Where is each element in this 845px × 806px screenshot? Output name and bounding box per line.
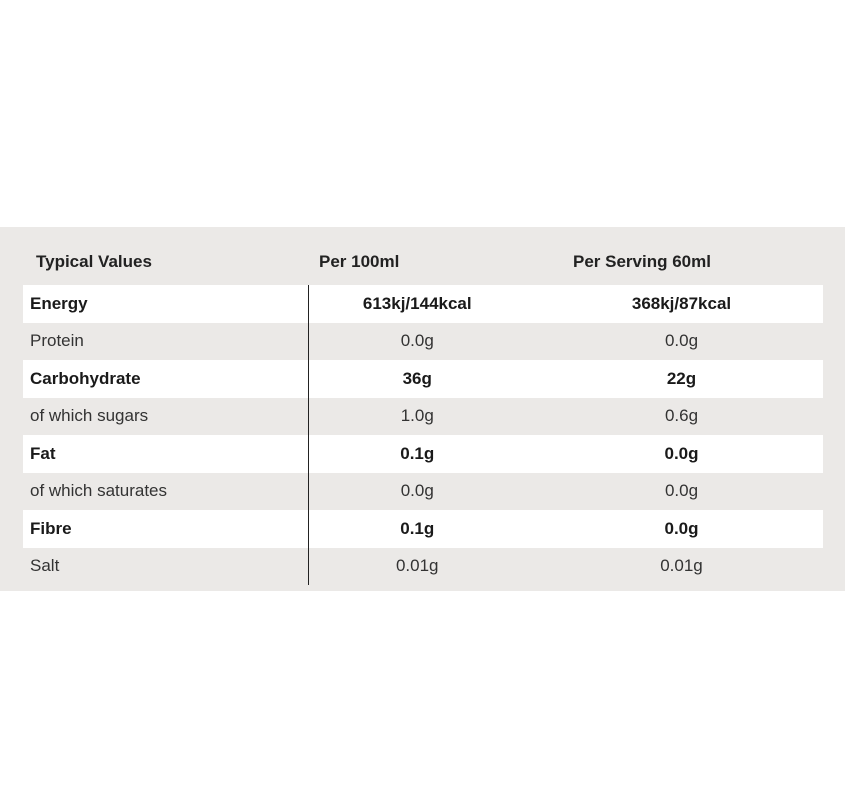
table-row-carbohydrate <box>23 360 823 398</box>
row-value-per-serving: 0.0g <box>536 510 823 548</box>
row-label: Fibre <box>23 510 308 548</box>
row-value-per-100ml: 1.0g <box>308 398 536 436</box>
table-row-sugars <box>23 398 823 436</box>
table-header-row <box>23 239 823 285</box>
row-value-per-100ml: 613kj/144kcal <box>308 285 536 323</box>
row-value-per-100ml: 36g <box>308 360 536 398</box>
row-value-per-serving: 368kj/87kcal <box>536 285 823 323</box>
nutrition-table-container <box>23 239 823 585</box>
row-label: Energy <box>23 285 308 323</box>
table-row-protein <box>23 323 823 361</box>
row-value-per-serving: 0.6g <box>536 398 823 436</box>
header-per-serving: Per Serving 60ml <box>536 239 823 285</box>
row-value-per-100ml: 0.01g <box>308 548 536 586</box>
row-label: of which saturates <box>23 473 308 511</box>
nutrition-table <box>23 239 824 585</box>
row-value-per-100ml: 0.0g <box>308 323 536 361</box>
header-per-100ml: Per 100ml <box>308 239 536 285</box>
row-value-per-100ml: 0.0g <box>308 473 536 511</box>
row-value-per-100ml: 0.1g <box>308 510 536 548</box>
row-value-per-serving: 0.0g <box>536 323 823 361</box>
row-value-per-serving: 0.0g <box>536 435 823 473</box>
table-row-energy <box>23 285 823 323</box>
header-typical-values: Typical Values <box>23 239 308 285</box>
row-label: of which sugars <box>23 398 308 436</box>
row-label: Salt <box>23 548 308 586</box>
table-row-saturates <box>23 473 823 511</box>
row-value-per-100ml: 0.1g <box>308 435 536 473</box>
table-row-fat <box>23 435 823 473</box>
row-value-per-serving: 0.0g <box>536 473 823 511</box>
row-label: Carbohydrate <box>23 360 308 398</box>
row-label: Protein <box>23 323 308 361</box>
row-label: Fat <box>23 435 308 473</box>
row-value-per-serving: 22g <box>536 360 823 398</box>
table-row-fibre <box>23 510 823 548</box>
table-row-salt <box>23 548 823 586</box>
row-value-per-serving: 0.01g <box>536 548 823 586</box>
